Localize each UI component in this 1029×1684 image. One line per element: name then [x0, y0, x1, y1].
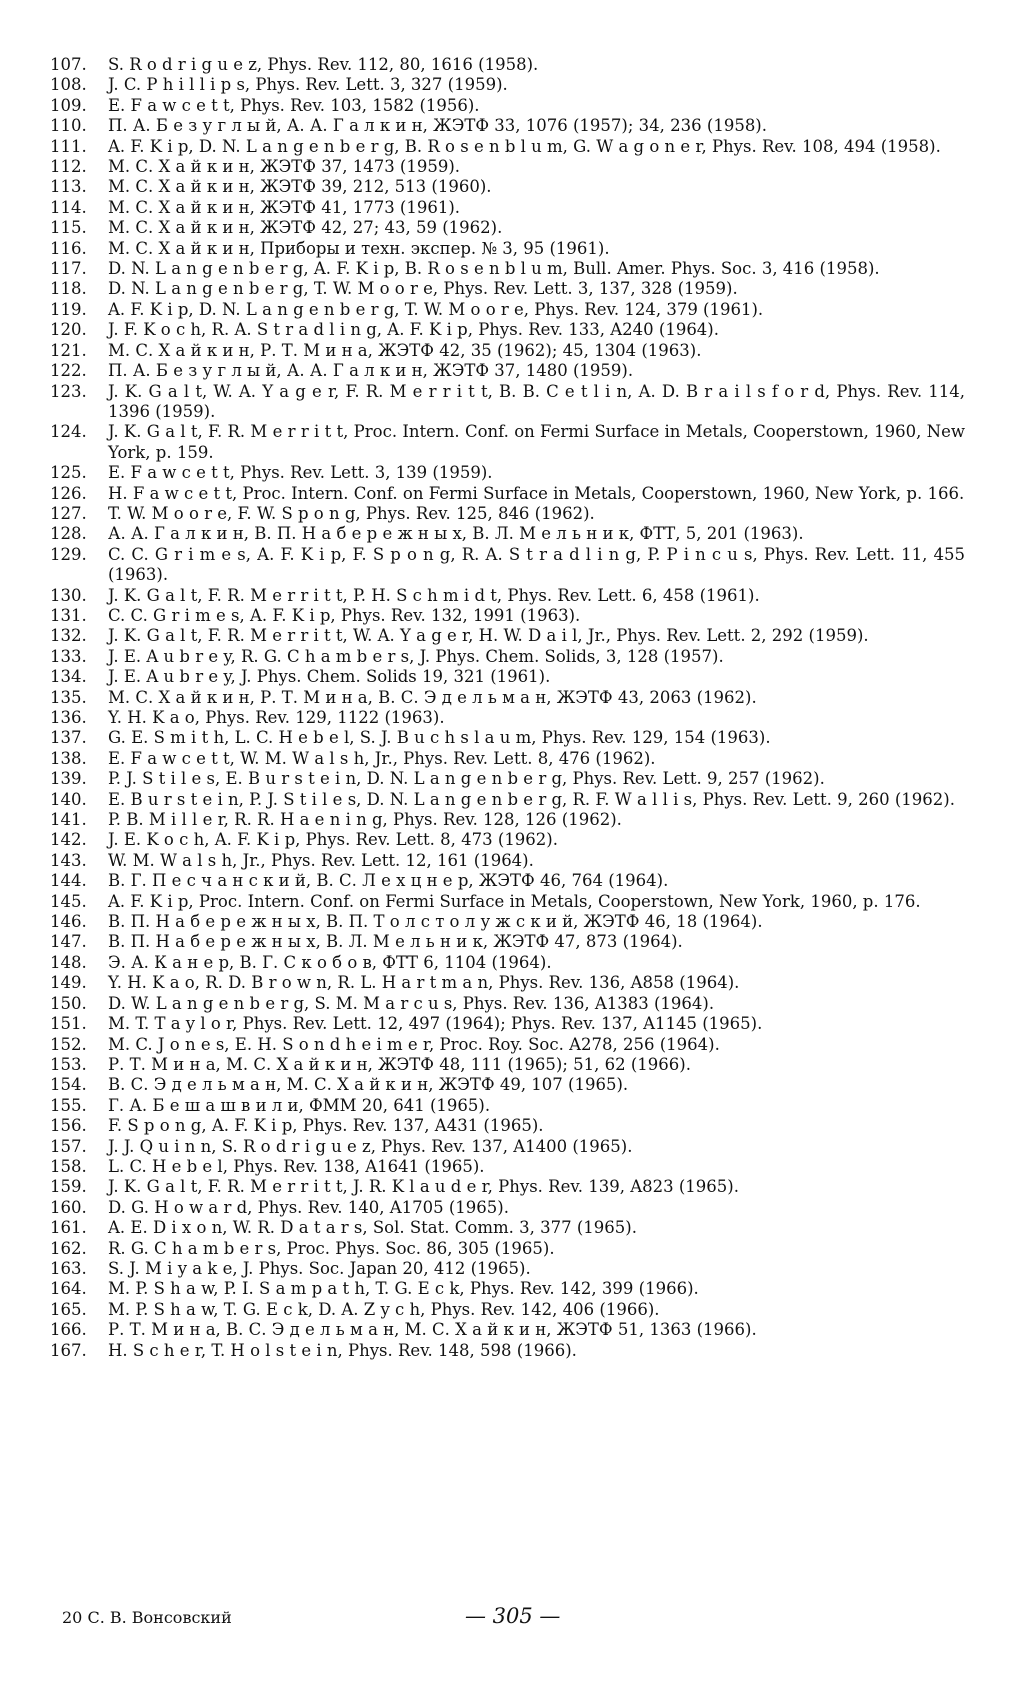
- reference-number: 163.: [50, 1258, 87, 1278]
- reference-number: 137.: [50, 728, 87, 748]
- reference-text: П. А. Б е з у г л ы й, А. А. Г а л к и н, ЖЭТФ 37, 1480 (1959).: [108, 361, 634, 381]
- reference-item: [50, 1279, 965, 1299]
- reference-text: А. А. Г а л к и н, В. П. Н а б е р е ж н ы х, В. Л. М е л ь н и к, ФТТ, 5, 201 (1963).: [108, 524, 804, 544]
- reference-number: 126.: [50, 483, 87, 503]
- reference-number: 136.: [50, 708, 87, 727]
- printer-signature: 20 С. В. Вонсовский: [62, 1608, 232, 1627]
- reference-item: [50, 810, 965, 830]
- reference-text: E. B u r s t e i n, P. J. S t i l e s, D. N. L a n g e n b e r g, R. F. W a l l i s, Phys. Rev. Lett. 9, 260 (1962).: [108, 789, 955, 809]
- reference-number: 157.: [50, 1136, 87, 1156]
- reference-item: [50, 953, 965, 973]
- reference-number: 156.: [50, 1116, 87, 1136]
- reference-number: 121.: [50, 340, 87, 360]
- reference-number: 129.: [50, 544, 87, 564]
- reference-text: C. C. G r i m e s, A. F. K i p, Phys. Rev. 132, 1991 (1963).: [108, 605, 581, 625]
- reference-text: М. С. Х а й к и н, Приборы и техн. экспер. № 3, 95 (1961).: [108, 238, 610, 258]
- reference-text: J. K. G a l t, F. R. M e r r i t t, W. A. Y a g e r, H. W. D a i l, Jr., Phys. Rev. Lett. 2, 292 (1959).: [108, 626, 869, 646]
- reference-item: [50, 1035, 965, 1055]
- reference-text: D. W. L a n g e n b e r g, S. M. M a r c u s, Phys. Rev. 136, A1383 (1964).: [108, 993, 715, 1013]
- reference-number: 135.: [50, 687, 87, 707]
- reference-number: 110.: [50, 116, 87, 136]
- reference-text: J. K. G a l t, F. R. M e r r i t t, J. R. K l a u d e r, Phys. Rev. 139, A823 (1965).: [108, 1177, 739, 1197]
- reference-text: E. F a w c e t t, Phys. Rev. Lett. 3, 139 (1959).: [108, 463, 493, 483]
- reference-number: 119.: [50, 299, 87, 319]
- reference-text: П. А. Б е з у г л ы й, А. А. Г а л к и н, ЖЭТФ 33, 1076 (1957); 34, 236 (1958).: [108, 116, 767, 136]
- reference-text: M. P. S h a w, P. I. S a m p a t h, T. G. E c k, Phys. Rev. 142, 399 (1966).: [108, 1279, 699, 1299]
- reference-item: [50, 484, 965, 504]
- reference-number: 108.: [50, 75, 87, 95]
- reference-item: [50, 790, 965, 810]
- reference-item: [50, 626, 965, 646]
- reference-text: Р. Т. М и н а, М. С. Х а й к и н, ЖЭТФ 48, 111 (1965); 51, 62 (1966).: [108, 1054, 691, 1074]
- reference-text: E. F a w c e t t, W. M. W a l s h, Jr., Phys. Rev. Lett. 8, 476 (1962).: [108, 748, 656, 768]
- reference-number: 115.: [50, 218, 87, 238]
- reference-number: 145.: [50, 891, 87, 911]
- reference-number: 147.: [50, 932, 87, 952]
- reference-number: 149.: [50, 973, 87, 993]
- reference-number: 134.: [50, 667, 87, 687]
- reference-item: [50, 545, 965, 586]
- reference-item: [50, 932, 965, 952]
- reference-item: [50, 504, 965, 524]
- reference-number: 124.: [50, 422, 87, 442]
- reference-item: [50, 300, 965, 320]
- reference-item: [50, 728, 965, 748]
- reference-item: [50, 1300, 965, 1320]
- reference-item: [50, 1177, 965, 1197]
- reference-item: [50, 994, 965, 1014]
- reference-item: [50, 912, 965, 932]
- reference-number: 155.: [50, 1095, 87, 1115]
- reference-number: 143.: [50, 850, 87, 870]
- reference-item: [50, 96, 965, 116]
- reference-text: М. С. Х а й к и н, ЖЭТФ 37, 1473 (1959).: [108, 157, 461, 177]
- reference-number: 144.: [50, 871, 87, 891]
- reference-number: 142.: [50, 830, 87, 850]
- reference-item: [50, 586, 965, 606]
- reference-item: [50, 667, 965, 687]
- reference-text: P. B. M i l l e r, R. R. H a e n i n g, Phys. Rev. 128, 126 (1962).: [108, 810, 622, 830]
- reference-item: [50, 973, 965, 993]
- reference-text: Э. А. К а н е р, В. Г. С к о б о в, ФТТ 6, 1104 (1964).: [108, 952, 552, 972]
- reference-text: М. С. Х а й к и н, Р. Т. М и н а, В. С. Э д е л ь м а н, ЖЭТФ 43, 2063 (1962).: [108, 687, 757, 707]
- reference-item: [50, 1320, 965, 1340]
- reference-item: [50, 851, 965, 871]
- reference-text: A. F. K i p, D. N. L a n g e n b e r g, T. W. M o o r e, Phys. Rev. 124, 379 (1961).: [108, 299, 764, 319]
- reference-text: J. K. G a l t, W. A. Y a g e r, F. R. M e r r i t t, B. B. C e t l i n, A. D. B r a i l s f o r d, Phys. Rev. 114, 1396 (1959).: [108, 381, 965, 421]
- reference-number: 140.: [50, 789, 87, 809]
- reference-text: L. C. H e b e l, Phys. Rev. 138, A1641 (1965).: [108, 1156, 485, 1176]
- reference-item: [50, 1014, 965, 1034]
- reference-number: 139.: [50, 769, 87, 789]
- reference-item: [50, 708, 965, 728]
- reference-item: [50, 1075, 965, 1095]
- reference-item: [50, 871, 965, 891]
- reference-number: 148.: [50, 952, 87, 972]
- reference-number: 112.: [50, 157, 87, 177]
- reference-text: P. J. S t i l e s, E. B u r s t e i n, D. N. L a n g e n b e r g, Phys. Rev. Lett. 9, 257 (1962).: [108, 769, 825, 789]
- reference-number: 107.: [50, 55, 87, 74]
- reference-text: М. С. Х а й к и н, ЖЭТФ 39, 212, 513 (1960).: [108, 177, 492, 197]
- reference-number: 153.: [50, 1054, 87, 1074]
- reference-number: 114.: [50, 197, 87, 217]
- reference-text: C. C. G r i m e s, A. F. K i p, F. S p o n g, R. A. S t r a d l i n g, P. P i n c u s, Phys. Rev. Lett. 11, 455 (1963).: [108, 544, 965, 585]
- reference-item: [50, 1137, 965, 1157]
- reference-text: В. П. Н а б е р е ж н ы х, В. Л. М е л ь н и к, ЖЭТФ 47, 873 (1964).: [108, 932, 683, 952]
- reference-number: 113.: [50, 177, 87, 197]
- reference-number: 167.: [50, 1340, 87, 1360]
- reference-number: 109.: [50, 95, 87, 115]
- reference-number: 117.: [50, 259, 87, 279]
- reference-text: R. G. C h a m b e r s, Proc. Phys. Soc. 86, 305 (1965).: [108, 1238, 555, 1258]
- reference-item: [50, 198, 965, 218]
- reference-item: [50, 1116, 965, 1136]
- reference-text: Y. H. K a o, R. D. B r o w n, R. L. H a r t m a n, Phys. Rev. 136, A858 (1964).: [108, 973, 740, 993]
- reference-item: [50, 116, 965, 136]
- reference-item: [50, 524, 965, 544]
- reference-text: В. П. Н а б е р е ж н ы х, В. П. Т о л с т о л у ж с к и й, ЖЭТФ 46, 18 (1964).: [108, 912, 763, 932]
- reference-number: 161.: [50, 1218, 87, 1238]
- reference-item: [50, 769, 965, 789]
- reference-item: [50, 341, 965, 361]
- reference-text: W. M. W a l s h, Jr., Phys. Rev. Lett. 12, 161 (1964).: [108, 850, 534, 870]
- reference-text: M. P. S h a w, T. G. E c k, D. A. Z y c h, Phys. Rev. 142, 406 (1966).: [108, 1299, 660, 1319]
- reference-text: S. J. M i y a k e, J. Phys. Soc. Japan 20, 412 (1965).: [108, 1258, 531, 1278]
- reference-number: 146.: [50, 912, 87, 932]
- reference-text: J. E. K o c h, A. F. K i p, Phys. Rev. Lett. 8, 473 (1962).: [108, 830, 558, 850]
- reference-number: 164.: [50, 1279, 87, 1299]
- reference-number: 123.: [50, 381, 87, 401]
- reference-list: [50, 55, 965, 1361]
- reference-number: 118.: [50, 279, 87, 299]
- reference-number: 162.: [50, 1238, 87, 1258]
- reference-number: 150.: [50, 993, 87, 1013]
- reference-item: [50, 1218, 965, 1238]
- reference-text: D. N. L a n g e n b e r g, A. F. K i p, B. R o s e n b l u m, Bull. Amer. Phys. Soc. 3, 416 (1958).: [108, 259, 880, 279]
- reference-number: 125.: [50, 463, 87, 483]
- reference-text: J. C. P h i l l i p s, Phys. Rev. Lett. 3, 327 (1959).: [108, 75, 508, 95]
- reference-text: A. E. D i x o n, W. R. D a t a r s, Sol. Stat. Comm. 3, 377 (1965).: [108, 1218, 637, 1238]
- reference-item: [50, 892, 965, 912]
- reference-item: [50, 1198, 965, 1218]
- reference-item: [50, 1055, 965, 1075]
- reference-text: Р. Т. М и н а, В. С. Э д е л ь м а н, М. С. Х а й к и н, ЖЭТФ 51, 1363 (1966).: [108, 1320, 757, 1340]
- reference-number: 166.: [50, 1320, 87, 1340]
- reference-text: G. E. S m i t h, L. C. H e b e l, S. J. B u c h s l a u m, Phys. Rev. 129, 154 (1963).: [108, 728, 771, 748]
- reference-item: [50, 688, 965, 708]
- reference-text: A. F. K i p, D. N. L a n g e n b e r g, B. R o s e n b l u m, G. W a g o n e r, Phys. Rev. 108, 494 (1958).: [108, 136, 941, 156]
- reference-text: H. F a w c e t t, Proc. Intern. Conf. on Fermi Surface in Metals, Cooperstown, 1960, New York, p. 166.: [108, 483, 965, 503]
- reference-item: [50, 647, 965, 667]
- reference-item: [50, 177, 965, 197]
- reference-number: 152.: [50, 1034, 87, 1054]
- reference-text: F. S p o n g, A. F. K i p, Phys. Rev. 137, A431 (1965).: [108, 1116, 544, 1136]
- reference-number: 133.: [50, 646, 87, 666]
- reference-number: 160.: [50, 1197, 87, 1217]
- reference-item: [50, 137, 965, 157]
- reference-number: 151.: [50, 1014, 87, 1034]
- reference-number: 122.: [50, 361, 87, 381]
- reference-item: [50, 606, 965, 626]
- reference-item: [50, 382, 965, 423]
- reference-item: [50, 1096, 965, 1116]
- reference-number: 130.: [50, 585, 87, 605]
- reference-item: [50, 1341, 965, 1361]
- reference-text: M. C. J o n e s, E. H. S o n d h e i m e r, Proc. Roy. Soc. A278, 256 (1964).: [108, 1034, 720, 1054]
- reference-number: 111.: [50, 136, 87, 156]
- reference-number: 158.: [50, 1156, 87, 1176]
- reference-text: Г. А. Б е ш а ш в и л и, ФММ 20, 641 (1965).: [108, 1095, 491, 1115]
- reference-text: М. С. Х а й к и н, ЖЭТФ 41, 1773 (1961).: [108, 197, 461, 217]
- reference-text: В. С. Э д е л ь м а н, М. С. Х а й к и н, ЖЭТФ 49, 107 (1965).: [108, 1075, 629, 1095]
- reference-text: S. R o d r i g u e z, Phys. Rev. 112, 80, 1616 (1958).: [108, 55, 539, 74]
- reference-item: [50, 55, 965, 75]
- reference-item: [50, 463, 965, 483]
- reference-text: E. F a w c e t t, Phys. Rev. 103, 1582 (1956).: [108, 95, 480, 115]
- reference-number: 116.: [50, 238, 87, 258]
- reference-text: A. F. K i p, Proc. Intern. Conf. on Fermi Surface in Metals, Cooperstown, New York, 1960, p. 176.: [108, 891, 921, 911]
- reference-item: [50, 75, 965, 95]
- reference-text: J. K. G a l t, F. R. M e r r i t t, Proc. Intern. Conf. on Fermi Surface in Metals, Cooperstown, 1960, New York, p. 159.: [108, 422, 965, 462]
- reference-item: [50, 830, 965, 850]
- reference-text: D. G. H o w a r d, Phys. Rev. 140, A1705 (1965).: [108, 1197, 509, 1217]
- page-number: — 305 —: [465, 1604, 561, 1628]
- reference-item: [50, 422, 965, 463]
- reference-number: 141.: [50, 810, 87, 830]
- reference-item: [50, 157, 965, 177]
- reference-text: J. J. Q u i n n, S. R o d r i g u e z, Phys. Rev. 137, A1400 (1965).: [108, 1136, 633, 1156]
- reference-text: T. W. M o o r e, F. W. S p o n g, Phys. Rev. 125, 846 (1962).: [108, 503, 595, 523]
- reference-number: 159.: [50, 1177, 87, 1197]
- reference-item: [50, 1259, 965, 1279]
- reference-number: 131.: [50, 605, 87, 625]
- reference-number: 154.: [50, 1075, 87, 1095]
- reference-item: [50, 749, 965, 769]
- reference-text: J. E. A u b r e y, J. Phys. Chem. Solids 19, 321 (1961).: [108, 667, 551, 687]
- reference-item: [50, 259, 965, 279]
- reference-text: H. S c h e r, T. H o l s t e i n, Phys. Rev. 148, 598 (1966).: [108, 1340, 577, 1360]
- reference-item: [50, 239, 965, 259]
- reference-item: [50, 279, 965, 299]
- reference-text: М. С. Х а й к и н, ЖЭТФ 42, 27; 43, 59 (1962).: [108, 218, 503, 238]
- reference-text: M. T. T a y l o r, Phys. Rev. Lett. 12, 497 (1964); Phys. Rev. 137, A1145 (1965).: [108, 1014, 763, 1034]
- reference-number: 127.: [50, 503, 87, 523]
- reference-item: [50, 1239, 965, 1259]
- reference-text: В. Г. П е с ч а н с к и й, В. С. Л е х ц н е р, ЖЭТФ 46, 764 (1964).: [108, 871, 669, 891]
- reference-number: 132.: [50, 626, 87, 646]
- reference-item: [50, 320, 965, 340]
- reference-number: 120.: [50, 320, 87, 340]
- reference-number: 138.: [50, 748, 87, 768]
- reference-text: D. N. L a n g e n b e r g, T. W. M o o r e, Phys. Rev. Lett. 3, 137, 328 (1959).: [108, 279, 738, 299]
- reference-text: J. K. G a l t, F. R. M e r r i t t, P. H. S c h m i d t, Phys. Rev. Lett. 6, 458 (1961).: [108, 585, 760, 605]
- reference-text: Y. H. K a o, Phys. Rev. 129, 1122 (1963).: [108, 708, 445, 727]
- reference-number: 165.: [50, 1299, 87, 1319]
- reference-item: [50, 218, 965, 238]
- reference-number: 128.: [50, 524, 87, 544]
- reference-text: J. F. K o c h, R. A. S t r a d l i n g, A. F. K i p, Phys. Rev. 133, A240 (1964).: [108, 320, 719, 340]
- reference-text: М. С. Х а й к и н, Р. Т. М и н а, ЖЭТФ 42, 35 (1962); 45, 1304 (1963).: [108, 340, 702, 360]
- reference-text: J. E. A u b r e y, R. G. C h a m b e r s, J. Phys. Chem. Solids, 3, 128 (1957).: [108, 646, 724, 666]
- reference-item: [50, 1157, 965, 1177]
- reference-item: [50, 361, 965, 381]
